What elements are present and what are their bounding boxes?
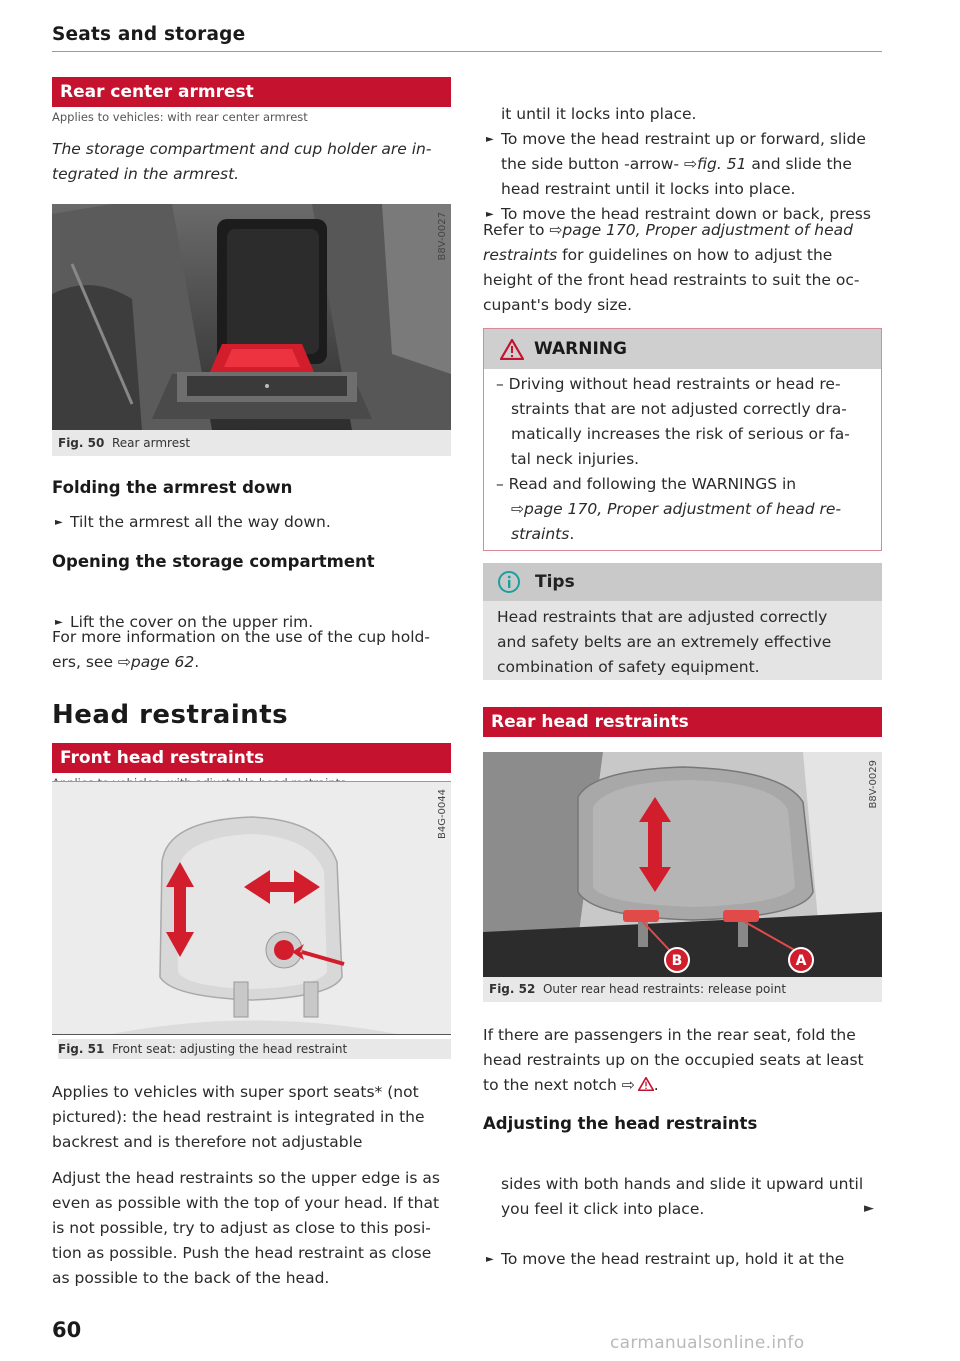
figure-52-caption bbox=[489, 982, 786, 996]
figure-51-caption-text: Front seat: adjusting the head restraint bbox=[111, 1042, 348, 1056]
page-number: 60 bbox=[52, 1318, 82, 1342]
figure-50-code: B8V-0027 bbox=[437, 212, 448, 261]
warning-item-2-line-3 bbox=[511, 522, 574, 547]
warning-item-1-line-3: matically increases the risk of serious or fa- bbox=[511, 425, 850, 443]
figure-51 bbox=[52, 781, 451, 1059]
watermark: carmanualsonline.info bbox=[610, 1333, 805, 1353]
figure-51-panel bbox=[52, 781, 451, 1035]
rear-head-restraint-illustration bbox=[483, 752, 882, 977]
adjusting-bullet-line-1: To move the head restraint up, hold it at the bbox=[501, 1250, 845, 1268]
warning-triangle-icon[interactable] bbox=[638, 1077, 654, 1091]
arrow-link-icon: ⇨ bbox=[511, 500, 524, 518]
adjust-para-line-2: even as possible with the top of your head. If that bbox=[52, 1194, 440, 1212]
warning-triangle-icon bbox=[500, 339, 524, 360]
bullet2-suffix: and slide the bbox=[746, 155, 852, 173]
bullet-arrow-icon: ► bbox=[486, 134, 494, 145]
rear-armrest-title: Rear center armrest bbox=[52, 77, 451, 107]
adjust-para-line-3: is not possible, try to adjust as close to this posi- bbox=[52, 1219, 431, 1237]
warning-item-2-line-2 bbox=[511, 497, 841, 522]
figure-51-caption bbox=[58, 1039, 451, 1059]
head-restraints-title: Head restraints bbox=[52, 700, 289, 730]
header-divider bbox=[52, 51, 882, 52]
tips-header bbox=[483, 563, 882, 601]
warning-title: WARNING bbox=[534, 339, 627, 359]
rear-para-line-3 bbox=[483, 1073, 659, 1098]
warning-item-2-line-1: – Read and following the WARNINGS in bbox=[496, 475, 797, 493]
refer-line-1 bbox=[483, 218, 853, 243]
adjust-para-line-1: Adjust the head restraints so the upper edge is as bbox=[52, 1169, 440, 1187]
tips-box bbox=[483, 563, 882, 680]
figure-50-caption bbox=[58, 436, 190, 450]
adjust-para-line-5: as possible to the back of the head. bbox=[52, 1269, 330, 1287]
super-sport-line-2: pictured): the head restraint is integrated in the bbox=[52, 1108, 425, 1126]
more-info-suffix: . bbox=[194, 653, 200, 671]
warning-item-2-suffix: . bbox=[569, 525, 575, 543]
bullet-arrow-icon: ► bbox=[55, 517, 63, 528]
figure-52-caption-text: Outer rear head restraints: release point bbox=[542, 982, 787, 996]
adjusting-heading: Adjusting the head restraints bbox=[483, 1114, 758, 1133]
folding-bullet-text: Tilt the armrest all the way down. bbox=[70, 513, 331, 531]
adjusting-bullet-line-2: sides with both hands and slide it upward until bbox=[501, 1175, 864, 1193]
adjusting-bullet-line-3: you feel it click into place. bbox=[501, 1200, 705, 1218]
section-title: Seats and storage bbox=[52, 24, 246, 45]
right-bullet-1-line-1: To move the head restraint up or forward, slide bbox=[501, 130, 866, 148]
rear-head-restraints-title: Rear head restraints bbox=[483, 707, 882, 737]
bullet-arrow-icon: ► bbox=[486, 1254, 494, 1265]
figure-52 bbox=[483, 752, 882, 1002]
more-info-prefix: ers, see bbox=[52, 653, 118, 671]
figure-50-label: Fig. 50 bbox=[58, 436, 105, 450]
more-info-line-2 bbox=[52, 650, 199, 675]
rear-armrest-intro-1: The storage compartment and cup holder are in- bbox=[52, 140, 432, 158]
rear-armrest-applies: Applies to vehicles: with rear center armrest bbox=[52, 110, 308, 124]
link-page-170-cont[interactable]: restraints bbox=[483, 246, 558, 264]
right-bullet-1-line-2: it until it locks into place. bbox=[501, 105, 697, 123]
rear-para-line-2: head restraints up on the occupied seats at least bbox=[483, 1051, 864, 1069]
figure-51-code: B4G-0044 bbox=[437, 789, 448, 840]
refer-line-2-text: for guidelines on how to adjust the bbox=[557, 246, 833, 264]
link-page-170[interactable]: page 170, Proper adjustment of head bbox=[562, 221, 853, 239]
arrow-link-icon: ⇨ bbox=[117, 653, 131, 671]
bullet2-prefix: the side button -arrow- bbox=[501, 155, 685, 173]
right-bullet-2-line-1: To move the head restraint down or back, press bbox=[501, 205, 871, 223]
refer-line-2 bbox=[483, 243, 832, 268]
figure-50 bbox=[52, 204, 451, 456]
figure-52-label: Fig. 52 bbox=[489, 982, 536, 996]
refer-line-4: cupant's body size. bbox=[483, 296, 633, 314]
right-bullet-2-line-2 bbox=[501, 152, 852, 177]
adjust-para-line-4: tion as possible. Push the head restraint as close bbox=[52, 1244, 432, 1262]
warning-item-1-line-4: tal neck injuries. bbox=[511, 450, 640, 468]
bullet-arrow-icon: ► bbox=[55, 617, 63, 628]
figure-52-code: B8V-0029 bbox=[868, 760, 879, 809]
super-sport-line-3: backrest and is therefore not adjustable bbox=[52, 1133, 363, 1151]
folding-heading: Folding the armrest down bbox=[52, 478, 293, 497]
opening-heading: Opening the storage compartment bbox=[52, 552, 375, 571]
warning-header bbox=[484, 329, 881, 369]
rear-armrest-intro-2: tegrated in the armrest. bbox=[52, 165, 240, 183]
link-page-170-warning[interactable]: page 170, Proper adjustment of head re- bbox=[524, 500, 842, 518]
label-a-marker: A bbox=[795, 953, 807, 969]
arrow-link-icon: ⇨ bbox=[684, 155, 698, 173]
tips-line-2: and safety belts are an extremely effective bbox=[497, 633, 832, 651]
more-info-line-1: For more information on the use of the cup hold- bbox=[52, 628, 430, 646]
tips-line-1: Head restraints that are adjusted correctly bbox=[497, 608, 828, 626]
front-head-restraints-title: Front head restraints bbox=[52, 743, 451, 773]
refer-prefix: Refer to bbox=[483, 221, 550, 239]
front-head-restraint-illustration bbox=[52, 782, 451, 1034]
figure-50-caption-text: Rear armrest bbox=[111, 436, 191, 450]
warning-box bbox=[483, 328, 882, 551]
info-icon bbox=[497, 570, 521, 594]
refer-line-3: height of the front head restraints to suit the oc- bbox=[483, 271, 860, 289]
rear-para-prefix: to the next notch bbox=[483, 1076, 622, 1094]
right-bullet-1 bbox=[483, 127, 960, 152]
continue-arrow-icon: ► bbox=[864, 1201, 874, 1216]
warning-item-1-line-1: – Driving without head restraints or head re- bbox=[496, 375, 841, 393]
bullet-arrow-icon: ► bbox=[486, 209, 494, 220]
super-sport-line-1: Applies to vehicles with super sport seats* (not bbox=[52, 1083, 419, 1101]
arrow-link-icon: ⇨ bbox=[621, 1076, 635, 1094]
tips-title: Tips bbox=[535, 572, 575, 592]
link-fig-51[interactable]: fig. 51 bbox=[697, 155, 747, 173]
label-b-marker: B bbox=[671, 953, 683, 969]
rear-armrest-illustration bbox=[52, 204, 451, 430]
arrow-link-icon: ⇨ bbox=[549, 221, 563, 239]
link-page-170-warning-cont[interactable]: straints bbox=[511, 525, 570, 543]
opening-bullet-text: Lift the cover on the upper rim. bbox=[70, 613, 314, 631]
right-bullet-2-line-3: head restraint until it locks into place. bbox=[501, 180, 796, 198]
adjusting-bullet bbox=[483, 1247, 960, 1272]
warning-item-1-line-2: straints that are not adjusted correctly dra- bbox=[511, 400, 847, 418]
link-page-62[interactable]: page 62 bbox=[130, 653, 195, 671]
figure-51-label: Fig. 51 bbox=[58, 1042, 105, 1056]
rear-para-suffix: . bbox=[653, 1076, 659, 1094]
rear-para-line-1: If there are passengers in the rear seat, fold the bbox=[483, 1026, 856, 1044]
tips-line-3: combination of safety equipment. bbox=[497, 658, 760, 676]
